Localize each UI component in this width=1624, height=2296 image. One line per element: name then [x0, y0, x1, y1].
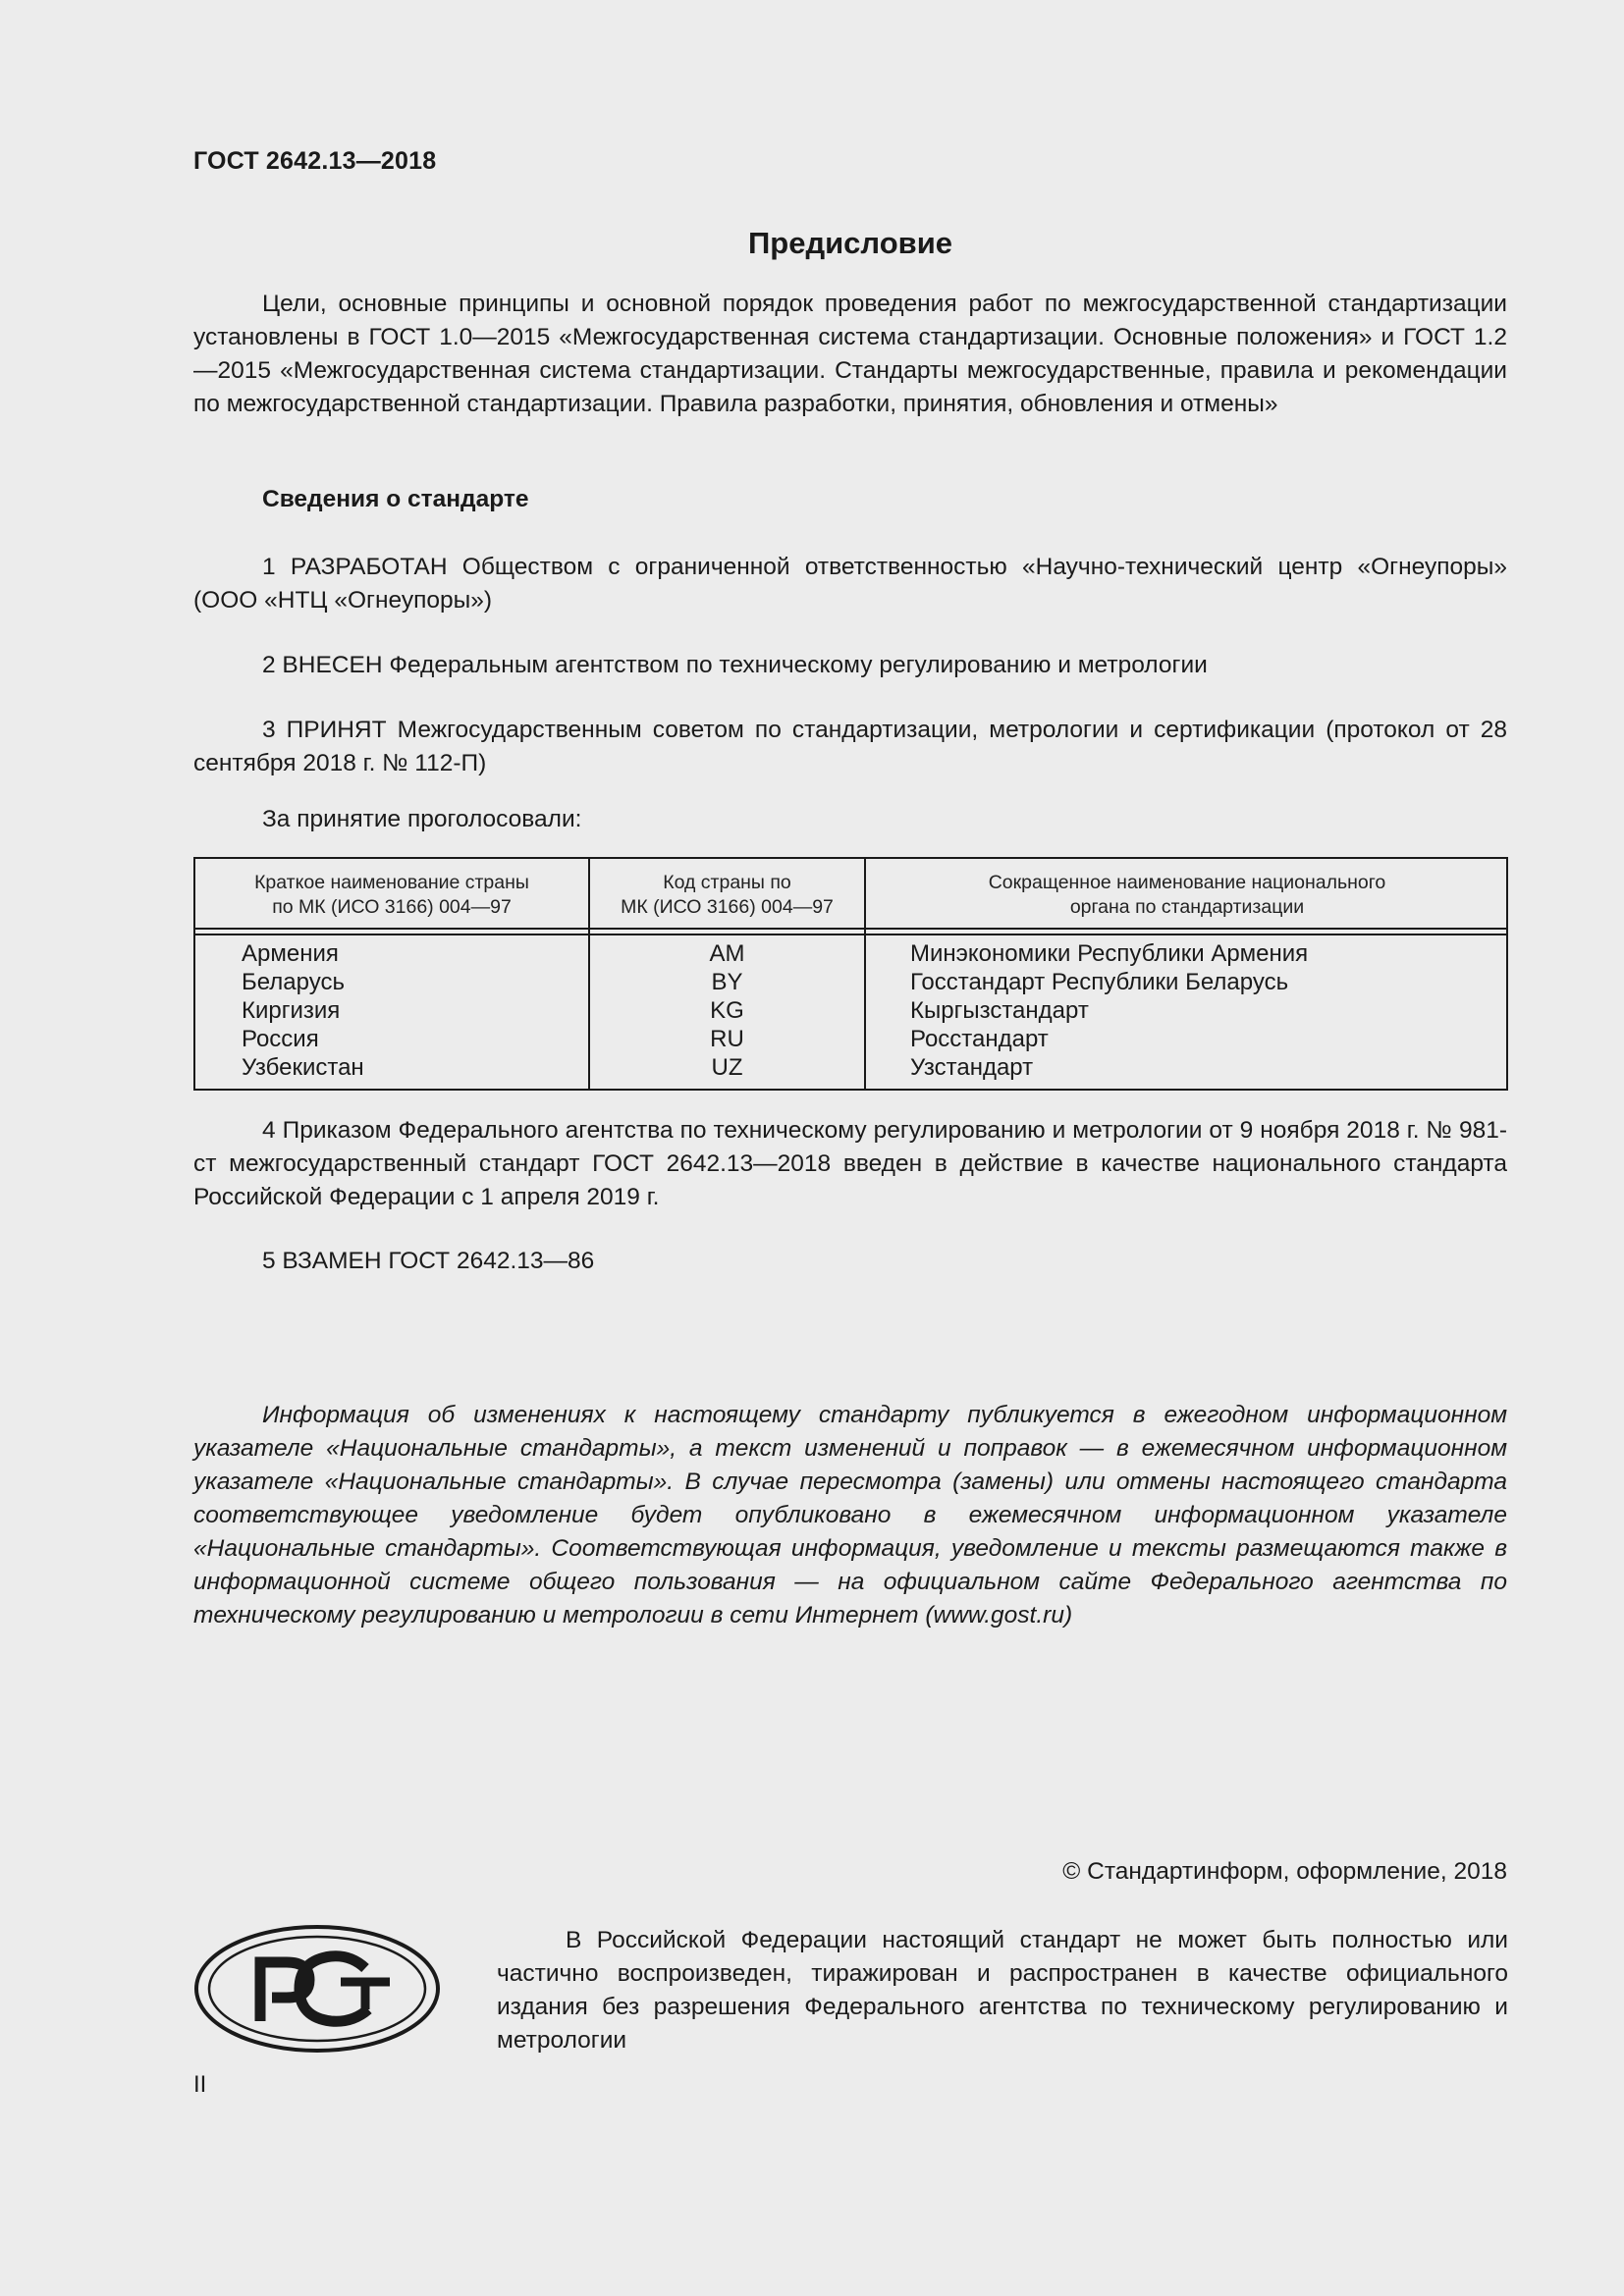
item-replaces: 5 ВЗАМЕН ГОСТ 2642.13—86 [262, 1248, 595, 1274]
copyright: © Стандартинформ, оформление, 2018 [1062, 1858, 1507, 1885]
table-cell: KG [710, 997, 744, 1024]
document-code: ГОСТ 2642.13—2018 [193, 147, 437, 175]
table-cell: Армения [242, 940, 339, 967]
item-enacted: 4 Приказом Федерального агентства по техническому регулированию и метрологии от 9 ноября 2018 г. № 981-ст межгосударственный стандарт ГОСТ 2642.13—2018 введен в действие в качестве национального стандарта Российской Федерации с 1 апреля 2019 г. [193, 1117, 1507, 1210]
voting-table [193, 857, 1508, 1091]
changes-notice: Информация об изменениях к настоящему стандарту публикуется в ежегодном информационном указателе «Национальные стандарты», а текст изменений и поправок — в ежемесячном информационном указателе «Национальные стандарты». В случае пересмотра (замены) или отмены настоящего стандарта соответствующее уведомление будет опубликовано в ежемесячном информационном указателе «Национальные стандарты». Соответствующая информация, уведомление и тексты размещаются также в информационной системе общего пользования — на официальном сайте Федерального агентства по техническому регулированию и метрологии в сети Интернет (www.gost.ru) [193, 1401, 1507, 1629]
header-line: по МК (ИСО 3166) 004—97 [272, 896, 512, 918]
column-header-country [195, 871, 588, 920]
reproduction-notice: В Российской Федерации настоящий стандарт не может быть полностью или частично воспроизведен, тиражирован и распространен в качестве официального издания без разрешения Федерального агентства по техническому регулированию и метрологии [497, 1927, 1508, 2054]
table-cell: Беларусь [242, 969, 345, 995]
table-cell: Минэкономики Республики Армения [910, 940, 1309, 967]
table-cell: Киргизия [242, 997, 341, 1024]
item-developed: 1 РАЗРАБОТАН Обществом с ограниченной ответственностью «Научно-технический центр «Огнеупоры» (ООО «НТЦ «Огнеупоры») [193, 554, 1507, 614]
table-cell: Узбекистан [242, 1054, 364, 1081]
table-cell: Узстандарт [910, 1054, 1034, 1081]
header-line: Код страны по [663, 872, 791, 893]
country-column [242, 939, 364, 1082]
table-cell: BY [711, 969, 743, 995]
rst-certification-mark-icon [193, 1923, 441, 2055]
table-cell: UZ [711, 1054, 743, 1081]
page-title: Предисловие [747, 226, 952, 260]
item-adopted: 3 ПРИНЯТ Межгосударственным советом по стандартизации, метрологии и сертификации (протокол от 28 сентября 2018 г. № 112-П) [193, 717, 1507, 776]
table-cell: Росстандарт [910, 1026, 1049, 1052]
table-cell: Россия [242, 1026, 319, 1052]
header-line: Сокращенное наименование национального [988, 872, 1386, 893]
header-line: органа по стандартизации [1069, 896, 1305, 918]
table-header-rule [195, 934, 1506, 935]
code-column [590, 939, 864, 1082]
page-number: II [193, 2071, 207, 2098]
table-cell: Госстандарт Республики Беларусь [910, 969, 1289, 995]
standard-info-heading: Сведения о стандарте [262, 486, 529, 512]
vote-intro: За принятие проголосовали: [262, 806, 582, 832]
item-introduced: 2 ВНЕСЕН Федеральным агентством по техническому регулированию и метрологии [262, 652, 1208, 678]
column-header-organization [866, 871, 1508, 920]
header-line: Краткое наименование страны [254, 872, 529, 893]
organization-column [910, 939, 1308, 1082]
column-header-code [590, 871, 864, 920]
table-cell: RU [710, 1026, 744, 1052]
header-line: МК (ИСО 3166) 004—97 [621, 896, 834, 918]
table-cell: Кыргызстандарт [910, 997, 1089, 1024]
table-header-rule [195, 928, 1506, 930]
intro-paragraph: Цели, основные принципы и основной порядок проведения работ по межгосударственной стандартизации установлены в ГОСТ 1.0—2015 «Межгосударственная система стандартизации. Основные положения» и ГОСТ 1.2—2015 «Межгосударственная система стандартизации. Стандарты межгосударственные, правила и рекомендации по межгосударственной стандартизации. Правила разработки, принятия, обновления и отмены» [193, 291, 1507, 417]
table-cell: AM [709, 940, 745, 967]
